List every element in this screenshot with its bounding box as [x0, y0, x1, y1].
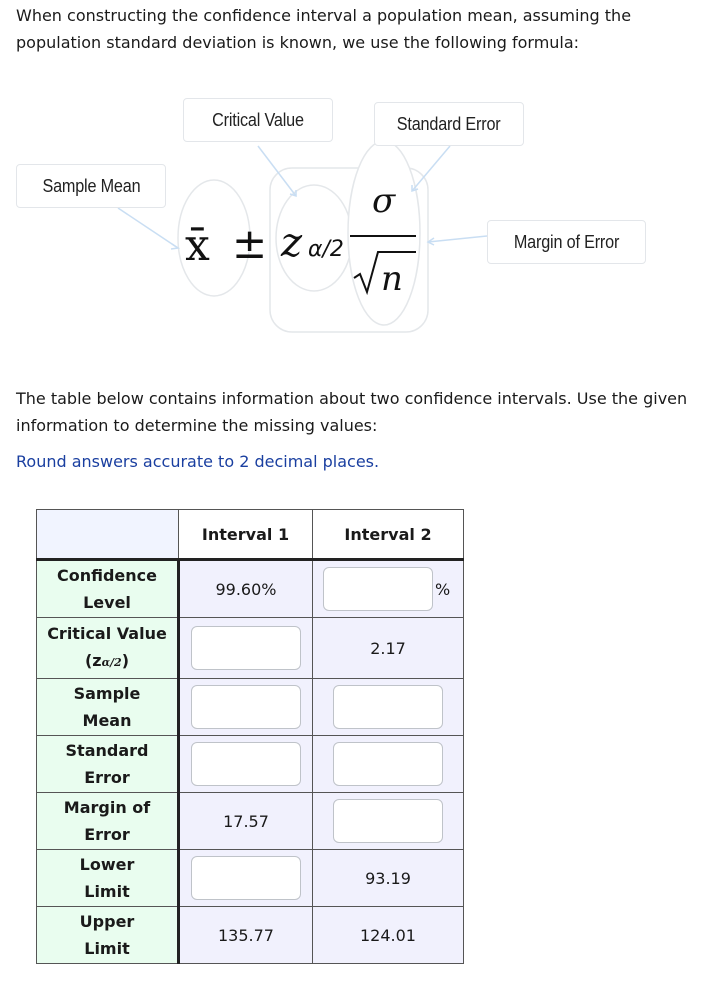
- intro-text: When constructing the confidence interval a population mean, assuming the population standard deviation is known, we use the following formula:: [16, 6, 632, 52]
- table-row: [37, 679, 464, 736]
- standard-error-label: Standard Error: [374, 102, 524, 146]
- critical-value-label: Critical Value: [183, 98, 333, 142]
- confidence-interval-table: [36, 509, 464, 964]
- interval-1-upper-limit: 135.77: [179, 907, 313, 964]
- interval-2-upper-limit: 124.01: [313, 907, 464, 964]
- interval-1-standard-error-input[interactable]: [191, 742, 301, 786]
- row-label-lower-limit: Lower Limit: [37, 850, 179, 907]
- margin-of-error-arrow: [428, 236, 487, 242]
- sample-mean-arrow: [118, 208, 178, 248]
- interval-1-standard-error-cell: [179, 736, 313, 793]
- xbar-symbol: x̄: [185, 220, 210, 271]
- interval-1-sample-mean-input[interactable]: [191, 685, 301, 729]
- interval-2-standard-error-cell: [313, 736, 464, 793]
- table-row: [37, 618, 464, 679]
- sample-mean-label: Sample Mean: [16, 164, 166, 208]
- z-symbol: z: [281, 220, 303, 266]
- table-row: [37, 560, 464, 618]
- interval-1-critical-value-cell: [179, 618, 313, 679]
- table-row: [37, 736, 464, 793]
- row-label-upper-limit: Upper Limit: [37, 907, 179, 964]
- interval-2-header: Interval 2: [313, 510, 464, 560]
- table-row: [37, 850, 464, 907]
- interval-1-lower-limit-cell: [179, 850, 313, 907]
- row-label-margin-of-error: Margin of Error: [37, 793, 179, 850]
- formula-diagram: [0, 88, 709, 348]
- interval-1-lower-limit-input[interactable]: [191, 856, 301, 900]
- sigma-symbol: σ: [372, 181, 396, 221]
- percent-sign: %: [435, 579, 451, 599]
- interval-1-header: Interval 1: [179, 510, 313, 560]
- interval-1-critical-value-input[interactable]: [191, 626, 301, 670]
- formula-graphic: [0, 88, 709, 348]
- interval-2-sample-mean-cell: [313, 679, 464, 736]
- interval-2-sample-mean-input[interactable]: [333, 685, 443, 729]
- plus-minus-symbol: ±: [232, 219, 268, 268]
- row-label-confidence-level: Confidence Level: [37, 560, 179, 618]
- table-corner-header: [37, 510, 179, 560]
- n-symbol: n: [381, 259, 403, 299]
- z-subscript: α/2: [308, 237, 344, 262]
- interval-1-confidence-level: 99.60%: [179, 560, 313, 618]
- instructions-text: The table below contains information about two confidence intervals. Use the given information to determine the missing values:: [16, 389, 688, 435]
- table-row: [37, 793, 464, 850]
- interval-2-critical-value: 2.17: [313, 618, 464, 679]
- margin-of-error-label: Margin of Error: [487, 220, 646, 264]
- interval-2-confidence-level-cell: [313, 560, 464, 618]
- row-label-critical-value: Critical Value (zα/2): [37, 618, 179, 679]
- interval-2-margin-of-error-cell: [313, 793, 464, 850]
- row-label-standard-error: Standard Error: [37, 736, 179, 793]
- interval-2-confidence-level-input[interactable]: [323, 567, 433, 611]
- interval-2-margin-of-error-input[interactable]: [333, 799, 443, 843]
- standard-error-arrow: [412, 146, 450, 191]
- rounding-note: Round answers accurate to 2 decimal places.: [16, 452, 380, 471]
- interval-2-lower-limit: 93.19: [313, 850, 464, 907]
- row-label-sample-mean: Sample Mean: [37, 679, 179, 736]
- table-row: [37, 907, 464, 964]
- interval-1-margin-of-error: 17.57: [179, 793, 313, 850]
- interval-2-standard-error-input[interactable]: [333, 742, 443, 786]
- interval-1-sample-mean-cell: [179, 679, 313, 736]
